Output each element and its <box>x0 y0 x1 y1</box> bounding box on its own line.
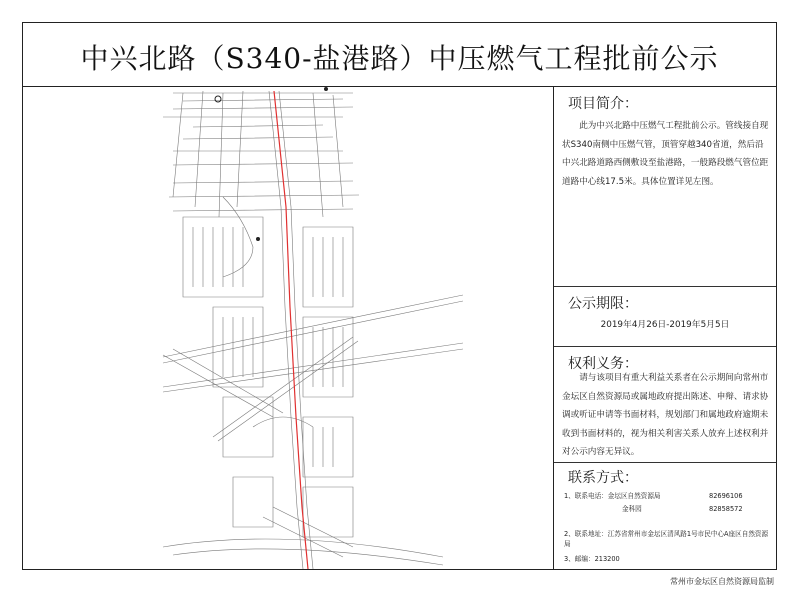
page-title: 中兴北路（S340-盐港路）中压燃气工程批前公示 <box>80 42 719 75</box>
project-section <box>554 87 776 287</box>
marker-icon <box>256 237 260 241</box>
contact-section <box>554 463 776 569</box>
map-linework <box>163 91 463 569</box>
contact-phone2-label: 金科园 <box>622 505 642 513</box>
contact-phone-row <box>564 491 770 501</box>
contact-heading: 联系方式： <box>568 470 638 486</box>
contact-phone-2: 82858572 <box>709 505 743 513</box>
issuer-note: 常州市金坛区自然资源局监制 <box>670 577 774 586</box>
notice-frame <box>22 22 777 570</box>
contact-phone-1: 82696106 <box>709 492 743 500</box>
contact-phone-label: 1、联系电话：金坛区自然资源局 <box>564 492 661 500</box>
info-panel <box>553 87 776 569</box>
rights-section <box>554 347 776 463</box>
marker-icon <box>215 96 221 102</box>
period-heading: 公示期限： <box>568 296 638 312</box>
rights-heading: 权利义务： <box>568 356 638 372</box>
route-map <box>23 87 553 569</box>
map-drawing <box>23 87 553 569</box>
period-section <box>554 287 776 347</box>
marker-icon <box>324 87 328 91</box>
contact-postcode: 3、邮编：213200 <box>564 555 620 563</box>
project-heading: 项目简介： <box>568 96 638 112</box>
project-text: 此为中兴北路中压燃气工程批前公示。管线接自现状S340南侧中压燃气管，顶管穿越340省道，然后沿中兴北路道路西侧敷设至盐港路，一般路段燃气管位距道路中心线17.5米。具体位置详见左图。 <box>562 121 769 187</box>
period-text: 2019年4月26日-2019年5月5日 <box>600 320 730 330</box>
title-bar <box>23 23 776 87</box>
rights-text: 请与该项目有重大利益关系者在公示期间向常州市金坛区自然资源局或属地政府提出陈述、申辩、请求协调或听证申请等书面材料，规划部门和属地政府逾期未收到书面材料的，视为相关利害关系人放弃上述权利并对公示内容无异议。 <box>562 373 769 457</box>
contact-address: 2、联系地址：江苏省常州市金坛区清风路1号市民中心A座区自然资源局 <box>564 530 769 548</box>
